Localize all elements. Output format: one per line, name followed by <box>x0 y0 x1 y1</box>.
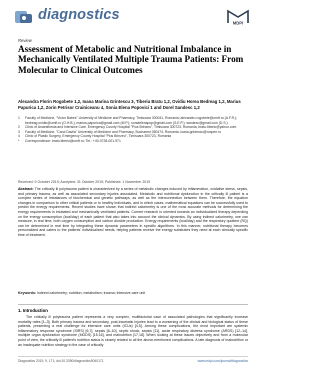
correspondence-item <box>18 139 248 144</box>
keywords-text: indirect calorimetry; nutrition; metabolism; trauma; intensive care unit <box>37 291 146 295</box>
footer-divider <box>18 356 248 357</box>
affiliation-text: Faculty of Medicine, "Carol Davila" University of Medicine and Pharmacy, Bucharest 050474, Romania; ioana.grintescu@rospen.ro <box>25 129 222 134</box>
section-divider <box>18 304 248 305</box>
citation: Diagnostics 2019, 9, 171; doi:10.3390/diagnostics9040171 <box>18 359 104 363</box>
abstract-text: The critically ill polytrauma patient is characterized by a series of metabolic changes induced by inflammation, oxidative stress, sepsis, and primary trauma, as well as associated secondary injuries associated. Metabolic and nutritional dysfunction in the critically ill patient is a complex series of imbalances of biochemical and genetic pathways, as well as the interconnection between them. Therefore, the equation changes in comparison to other critical patients or to healthy individuals, and in which cases, mathematical equations can be successfully used to predict the energy requirements. Recent studies have shown that indirect calorimetry is one of the most accurate methods for determining the energy requirements in intubated and mechanically ventilated patients. Current research is oriented towards an individualized therapy depending on the energy consumption (kcal/day) of each patient that also takes into account the clinical dynamics. By using indirect calorimetry, one can measure, in real time, both oxygen consumption and carbon dioxide production. Energy requirements (kcal/day) and the respiratory quotient (RQ) can be determined in real time by integrating these dynamic parameters in specific algorithms. In this manner, nutritional therapy becomes personalized and caters to the patients' individualized needs, helping patients receive the energy substrates they need at each clinically specific time of treatment. <box>18 187 248 237</box>
affiliation-number: 3 <box>18 129 20 134</box>
affiliation-number: 2 <box>18 125 20 129</box>
affiliations <box>18 116 248 143</box>
article-type: Review <box>18 38 32 43</box>
keywords-label: Keywords: <box>18 291 37 295</box>
journal-name: diagnostics <box>38 7 120 23</box>
affiliation-number: 4 <box>18 134 20 138</box>
publisher-logo-text: MDPI <box>232 20 244 25</box>
abstract-label: Abstract: <box>18 187 34 191</box>
paper-title: Assessment of Metabolic and Nutritional Imbalance in Mechanically Ventilated Multiple Trauma Patients: From Molecular to Clinical Outcomes <box>18 44 244 75</box>
affiliation-item <box>18 116 248 125</box>
abstract <box>18 187 248 238</box>
mdpi-logo-icon <box>226 8 250 25</box>
publication-dates: Received: 9 October 2019; Accepted: 31 October 2019; Published: 1 November 2019 <box>18 180 151 184</box>
affiliation-text: Clinic of Plastic Surgery, Emergency County Hospital "Pius Brinzeu", Timisoara 300723, Romania <box>25 134 172 138</box>
section-heading: 1. Introduction <box>18 308 48 313</box>
correspondence-text: Correspondence: bratu.tiberiu@umft.ro; Tel.: +40-0728-001-971 <box>25 138 121 143</box>
journal-header <box>14 6 250 30</box>
affiliation-text: Faculty of Medicine, "Victor Babes" University of Medicine and Pharmacy, Timisoara 300041, Romania; alexandru.rogobete@umft.ro (A.F.R.); bedreag.ovidiu@umft.ro (O.H.B.); marius.papurica@gmail.com (M.P.); soniaelenapop@gmail.com (S.E.P.); sandesc@gmail.com (D.S.) <box>25 116 238 125</box>
keywords <box>18 291 248 296</box>
author-list: Alexandra Florin Rogobete 1,2, Ioana Marina Grintescu 3, Tiberiu Bratu 1,2, Ovidiu Horea Bedreag 1,2, Marius Papurica 1,2, Zorin Petrisor Crainiceanu 4, Sonia Elena Popovici 1 and Dorel Sandesc 1,2 <box>18 99 241 110</box>
affiliation-number: * <box>18 138 20 143</box>
introduction-paragraph: The critically ill polytrauma patient represents a very complex, multifactorial case of associated pathologies that significantly increase mortality rates [1–3]. Both primary trauma and secondary, post-traumatic injuries lead to a worsening of the clinical and biological status of these patients, presenting a real challenge for intensive care units (ICUs) [4,5]. Among these complications, the most important are systemic inflammatory response syndrome (SIRS) [6,7], sepsis [8–10], septic shock, sepsis [11], acute respiratory distress syndrome (ARDS) [12–14], multiple organ dysfunction syndrome (MODS) [15,16], and malnutrition [17,18]. When looking at these issues objectively and from a molecular point of view, the critically ill patient's nutrition status is closely related to all the above-mentioned complications. A late diagnosis of malnutrition or an inadequate nutrition strategy in the case of critically <box>18 315 248 347</box>
affiliation-number: 1 <box>18 116 20 120</box>
diagnostics-logo-icon <box>14 9 34 25</box>
affiliation-text: Clinic of Anaesthesia and Intensive Care, Emergency County Hospital "Pius Brinzeu", Timisoara 300723, Romania; bratu.tiberiu@yahoo.com <box>25 125 237 129</box>
journal-url-link[interactable]: www.mdpi.com/journal/diagnostics <box>197 359 248 363</box>
